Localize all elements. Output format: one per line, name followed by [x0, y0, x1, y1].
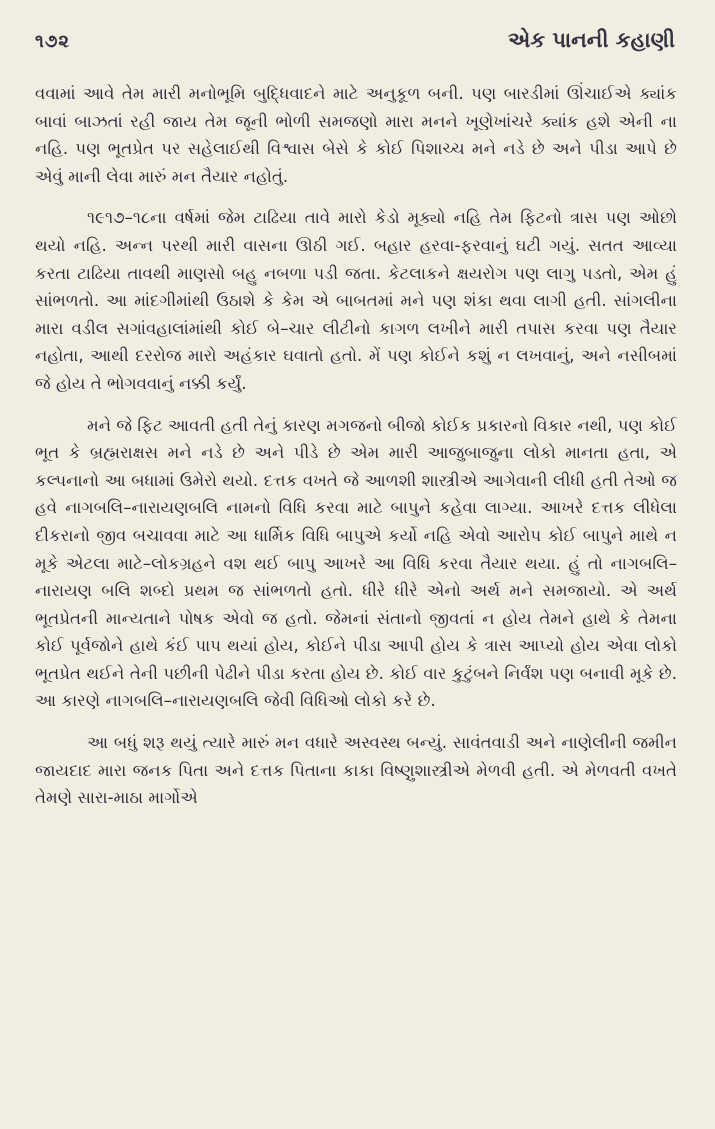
paragraph-4: આ બધું શરૂ થયું ત્યારે મારું મન વધારે અસ્વસ્થ બન્યું. સાવંતવાડી અને નાણેલીની જમીન જાયદાદ મારા જનક પિતા અને દત્તક પિતાના કાકા વિષ્ણુશાસ્ત્રીએ મેળવી હતી. એ મેળવતી વખતે તેમણે સારા-માઠા માર્ગોએ [35, 733, 677, 808]
body-text [35, 80, 677, 826]
paragraph-1: વવામાં આવે તેમ મારી મનોભૂમિ બુદ્ધિવાદને માટે અનુકૂળ બની. પણ બારડીમાં ઊંચાઈએ ક્યાંક બાવાં બાઝતાં રહી જાય તેમ જૂની ભોળી સમજણો મારા મનને ખૂણેખાંચરે ક્યાંક હશે એની ના નહિ. પણ ભૂતપ્રેત પર સહેલાઈથી વિશ્વાસ બેસે કે કોઈ પિશાચ્ચ મને નડે છે અને પીડા આપે છે એવું માની લેવા મારું મન તૈયાર નહોતું. [35, 84, 677, 186]
running-header [35, 28, 675, 58]
paragraph-2: ૧૯૧૭–૧૮ના વર્ષમાં જેમ ટાઢિયા તાવે મારો કેડો મૂક્યો નહિ તેમ ફિટનો ત્રાસ પણ ઓછો થયો નહિ. અન્ન પરથી મારી વાસના ઊઠી ગઈ. બહાર હરવા-ફરવાનું ઘટી ગયું. સતત આવ્યા કરતા ટાઢિયા તાવથી માણસો બહુ નબળા પડી જતા. કેટલાકને ક્ષયરોગ પણ લાગુ પડતો, એમ હું સાંભળતો. આ માંદગીમાંથી ઉઠાશે કે કેમ એ બાબતમાં મને પણ શંકા થવા લાગી હતી. સાંગલીના મારા વડીલ સગાંવહાલાંમાંથી કોઈ બે–ચાર લીટીનો કાગળ લખીને મારી તપાસ કરવા પણ તૈયાર નહોતા, આથી દરરોજ મારો અહંકાર ઘવાતો હતો. મેં પણ કોઈને કશું ન લખવાનું, અને નસીબમાં જે હોય તે ભોગવવાનું નક્કી કર્યું. [35, 208, 677, 393]
page-number: ૧૭૨ [35, 31, 70, 52]
book-title: એક પાનની કહાણી [508, 28, 675, 52]
paragraph-3: મને જે ફિટ આવતી હતી તેનું કારણ મગજનો બીજો કોઈક પ્રકારનો વિકાર નથી, પણ કોઈ ભૂત કે બ્રહ્મરાક્ષસ મને નડે છે અને પીડે છે એમ મારી આજુબાજુના લોકો માનતા હતા, એ કલ્પનાનો આ બધામાં ઉમેરો થયો. દત્તક વખતે જે આળશી શાસ્ત્રીએ આગેવાની લીધી હતી તેઓ જ હવે નાગબલિ–નારાયણબલિ નામનો વિધિ કરવા માટે બાપુને કહેવા લાગ્યા. આખરે દત્તક લીધેલા દીકરાનો જીવ બચાવવા માટે આ ધાર્મિક વિધિ બાપુએ કર્યો નહિ એવો આરોપ કોઈ બાપુને માથે ન મૂકે એટલા માટે–લોકગ્રહને વશ થઈ બાપુ આખરે આ વિધિ કરવા તૈયાર થયા. હું તો નાગબલિ–નારાયણ બલિ શબ્દો પ્રથમ જ સાંભળતો હતો. ધીરે ધીરે એનો અર્થ મને સમજાયો. એ અર્થ ભૂતપ્રેતની માન્યતાને પોષક એવો જ હતો. જેમનાં સંતાનો જીવતાં ન હોય તેમને હાથે કે તેમના કોઈ પૂર્વજોને હાથે કંઈ પાપ થયાં હોય, કોઈને પીડા આપી હોય કે ત્રાસ આપ્યો હોય એવા લોકો ભૂતપ્રેત થઈને તેની પછીની પેઢીને પીડા કરતા હોય છે. કોઈ વાર કુટુંબને નિર્વંશ પણ બનાવી મૂકે છે. આ કારણે નાગબલિ–નારાયણબલિ જેવી વિધિઓ લોકો કરે છે. [35, 415, 677, 711]
